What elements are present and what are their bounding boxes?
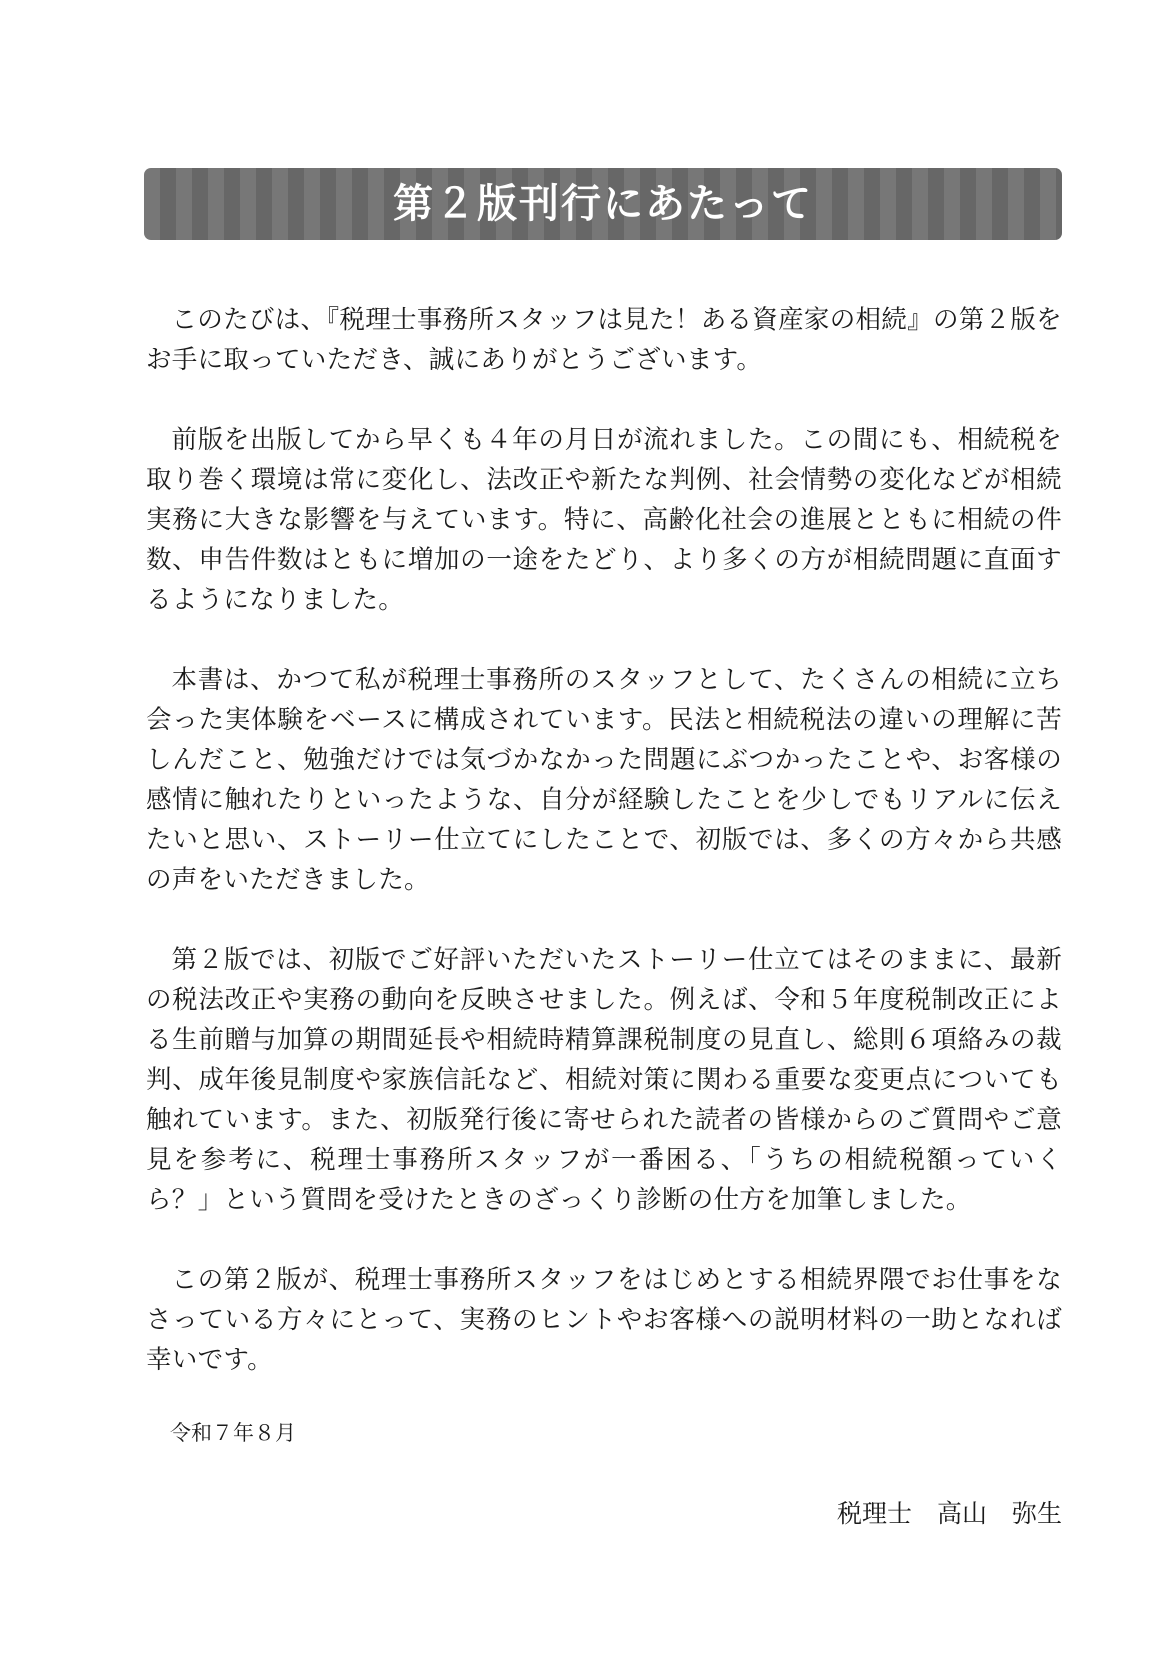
paragraph-5: この第２版が、税理士事務所スタッフをはじめとする相続界隈でお仕事をなさっている方々にとって、実務のヒントやお客様への説明材料の一助となれば幸いです。: [146, 1265, 1062, 1375]
paragraph-4: 第２版では、初版でご好評いただいたストーリー仕立てはそのままに、最新の税法改正や実務の動向を反映させました。例えば、令和５年度税制改正による生前贈与加算の期間延長や相続時精算課税制度の見直し、総則６項絡みの裁判、成年後見制度や家族信託など、相続対策に関わる重要な変更点についても触れています。また、初版発行後に寄せられた読者の皆様からのご質問やご意見を参考に、税理士事務所スタッフが一番困る、「うちの相続税額っていくら？」という質問を受けたときのざっくり診断の仕方を加筆しました。: [146, 945, 1062, 1215]
body-text: [146, 300, 1062, 1420]
author-signature: 税理士 高山 弥生: [836, 1499, 1062, 1528]
date: 令和７年８月: [170, 1421, 296, 1445]
page-title: 第２版刊行にあたって: [393, 181, 813, 227]
paragraph-3: 本書は、かつて私が税理士事務所のスタッフとして、たくさんの相続に立ち会った実体験をベースに構成されています。民法と相続税法の違いの理解に苦しんだこと、勉強だけでは気づかなかった問題にぶつかったことや、お客様の感情に触れたりといったような、自分が経験したことを少しでもリアルに伝えたいと思い、ストーリー仕立てにしたことで、初版では、多くの方々から共感の声をいただきました。: [146, 665, 1062, 895]
title-banner: [144, 168, 1062, 240]
paragraph-2: 前版を出版してから早くも４年の月日が流れました。この間にも、相続税を取り巻く環境は常に変化し、法改正や新たな判例、社会情勢の変化などが相続実務に大きな影響を与えています。特に、高齢化社会の進展とともに相続の件数、申告件数はともに増加の一途をたどり、より多くの方が相続問題に直面するようになりました。: [146, 425, 1062, 615]
paragraph-1: このたびは、『税理士事務所スタッフは見た！ある資産家の相続』の第２版をお手に取っていただき、誠にありがとうございます。: [146, 305, 1062, 375]
